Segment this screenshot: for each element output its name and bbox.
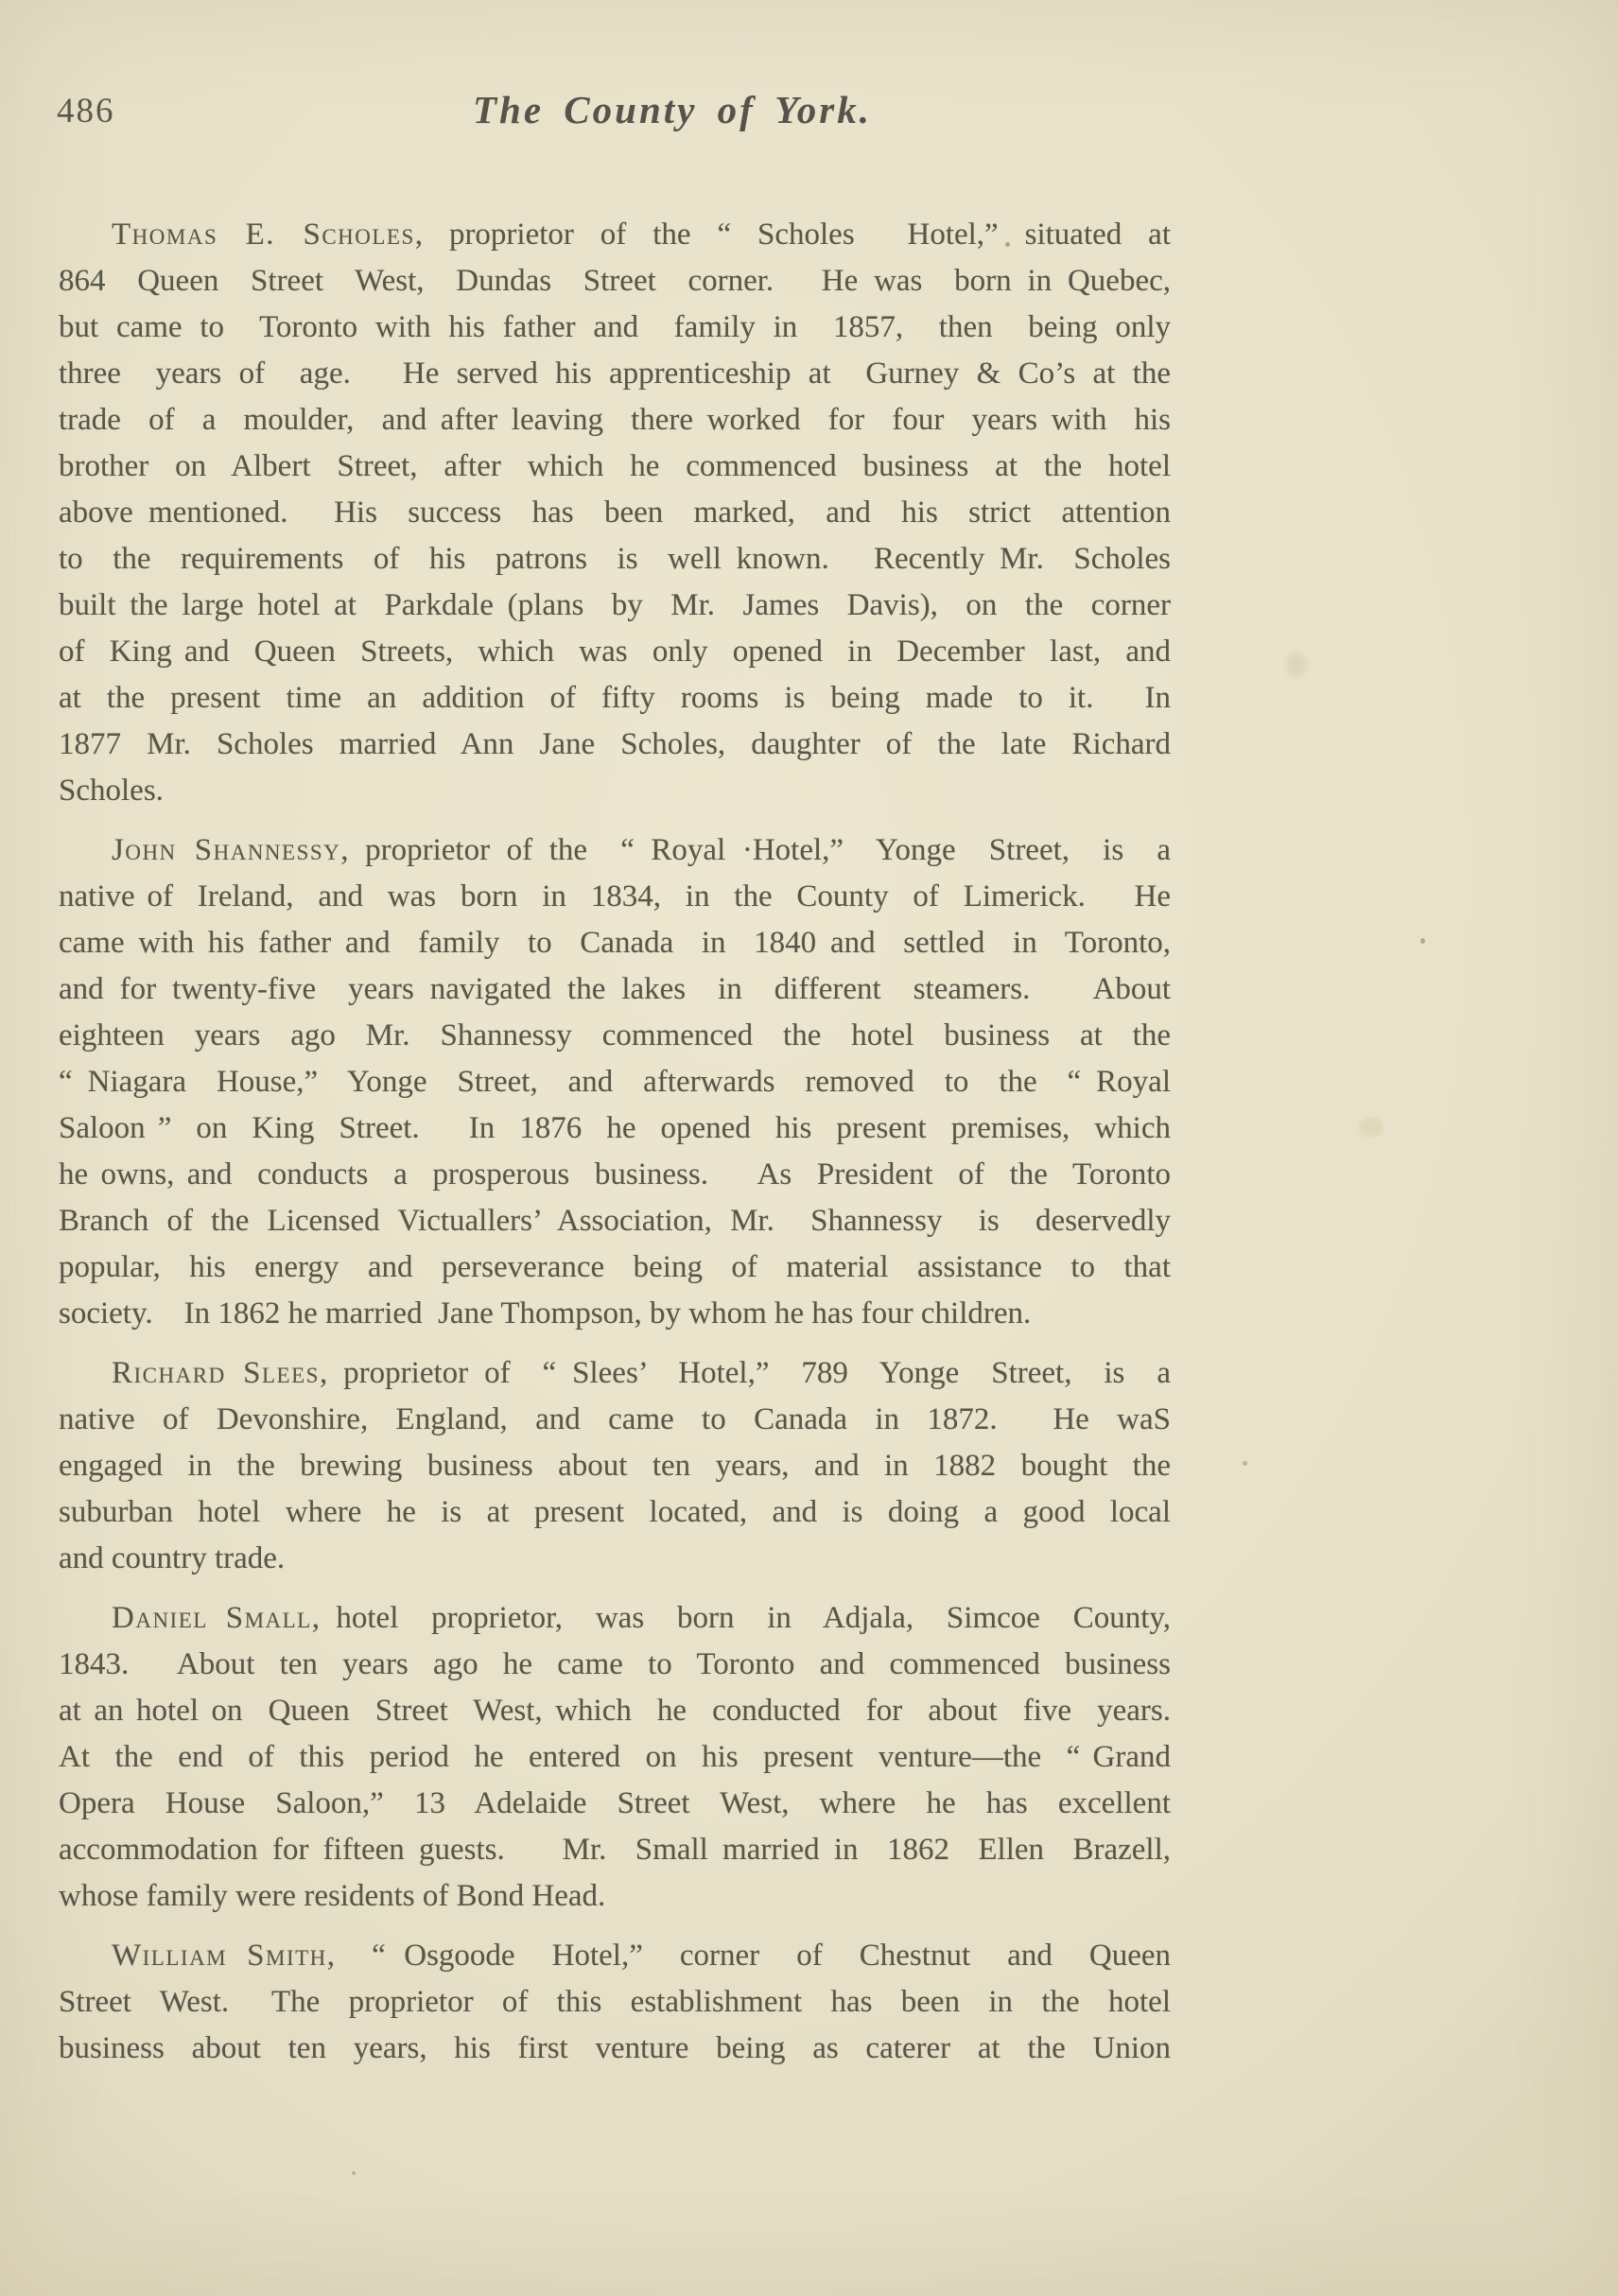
text-line: Saloon ” on King Street. In 1876 he opened his present premises, which (59, 1111, 1171, 1145)
text-line: engaged in the brewing business about ten years, and in 1882 bought the (59, 1449, 1171, 1483)
biography-paragraph (59, 1350, 1171, 1582)
text-line: built the large hotel at Parkdale (plans by Mr. James Davis), on the corner (59, 588, 1171, 622)
text-line: business about ten years, his first venture being as caterer at the Union (59, 2031, 1171, 2065)
text-line: brother on Albert Street, after which he commenced business at the hotel (59, 449, 1171, 483)
text-line: society. In 1862 he married Jane Thompson, by whom he has four children. (59, 1296, 1032, 1331)
text-line: “ Niagara House,” Yonge Street, and afterwards removed to the “ Royal (59, 1065, 1171, 1099)
paper-speckle (1243, 1461, 1247, 1466)
text-line: Thomas E. Scholes, proprietor of the “ Scholes Hotel,” situated at (112, 217, 1171, 252)
person-name: Daniel Small (112, 1601, 312, 1635)
paper-stain (1286, 652, 1307, 677)
text-line: of King and Queen Streets, which was only opened in December last, and (59, 635, 1171, 669)
text-line: Richard Slees, proprietor of “ Slees’ Hotel,” 789 Yonge Street, is a (112, 1356, 1171, 1390)
text-line: suburban hotel where he is at present located, and is doing a good local (59, 1495, 1171, 1529)
biography-paragraph (59, 1933, 1171, 2072)
text-line: eighteen years ago Mr. Shannessy commenced the hotel business at the (59, 1018, 1171, 1052)
text-line: three years of age. He served his apprenticeship at Gurney & Co’s at the (59, 357, 1171, 391)
text-line: 864 Queen Street West, Dundas Street corner. He was born in Quebec, (59, 264, 1171, 298)
text-line: 1877 Mr. Scholes married Ann Jane Scholes, daughter of the late Richard (59, 727, 1171, 761)
text-line: At the end of this period he entered on his present venture—the “ Grand (59, 1740, 1171, 1774)
paper-stain (1359, 1118, 1383, 1137)
biography-paragraph (59, 1595, 1171, 1920)
text-line: at an hotel on Queen Street West, which he conducted for about five years. (59, 1694, 1171, 1728)
text-line: he owns, and conducts a prosperous business. As President of the Toronto (59, 1157, 1171, 1191)
biography-paragraph (59, 212, 1171, 814)
text-line: William Smith, “ Osgoode Hotel,” corner of Chestnut and Queen (112, 1939, 1171, 1973)
text-line: Scholes. (59, 774, 164, 808)
text-line: and country trade. (59, 1541, 286, 1575)
person-name: William Smith (112, 1939, 327, 1973)
text-line: accommodation for fifteen guests. Mr. Small married in 1862 Ellen Brazell, (59, 1833, 1171, 1867)
text-line: Daniel Small, hotel proprietor, was born in Adjala, Simcoe County, (112, 1601, 1171, 1635)
text-line: Street West. The proprietor of this establishment has been in the hotel (59, 1985, 1171, 2019)
text-line: and for twenty-five years navigated the lakes in different steamers. About (59, 972, 1171, 1006)
text-line: whose family were residents of Bond Head. (59, 1879, 606, 1913)
page-text-block (59, 212, 1171, 2072)
person-name: Richard Slees (112, 1356, 320, 1390)
text-line: above mentioned. His success has been marked, and his strict attention (59, 496, 1171, 530)
text-line: Opera House Saloon,” 13 Adelaide Street West, where he has excellent (59, 1786, 1171, 1820)
text-line: at the present time an addition of fifty rooms is being made to it. In (59, 681, 1171, 715)
text-line: native of Ireland, and was born in 1834, in the County of Limerick. He (59, 879, 1171, 913)
text-line: but came to Toronto with his father and family in 1857, then being only (59, 310, 1171, 344)
text-line: Branch of the Licensed Victuallers’ Association, Mr. Shannessy is deservedly (59, 1204, 1171, 1238)
paper-speckle (352, 2171, 356, 2175)
text-line: 1843. About ten years ago he came to Toronto and commenced business (59, 1647, 1171, 1681)
page-number: 486 (57, 92, 115, 130)
paper-speckle (1420, 938, 1425, 944)
text-line: native of Devonshire, England, and came to Canada in 1872. He waS (59, 1402, 1171, 1436)
person-name: Thomas E. Scholes (112, 217, 415, 252)
page-title: The County of York. (473, 88, 872, 131)
text-line: John Shannessy, proprietor of the “ Royal ·Hotel,” Yonge Street, is a (112, 833, 1171, 867)
text-line: came with his father and family to Canada in 1840 and settled in Toronto, (59, 926, 1171, 960)
text-line: trade of a moulder, and after leaving there worked for four years with his (59, 403, 1171, 437)
biography-paragraph (59, 827, 1171, 1337)
text-line: to the requirements of his patrons is well known. Recently Mr. Scholes (59, 542, 1171, 576)
person-name: John Shannessy (112, 833, 341, 867)
text-line: popular, his energy and perseverance being of material assistance to that (59, 1250, 1171, 1284)
